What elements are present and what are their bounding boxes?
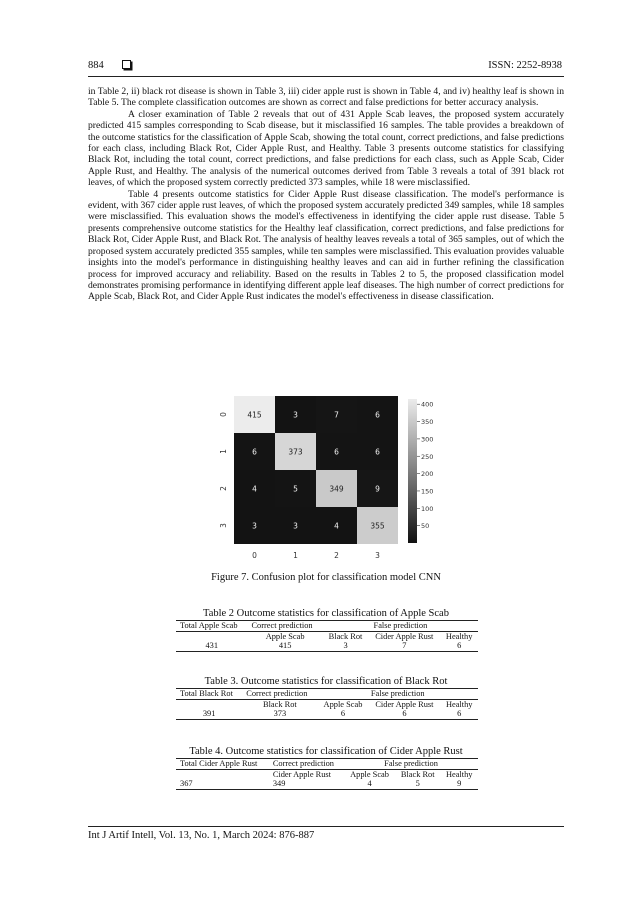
table-subheader-cell: Healthy <box>445 699 473 709</box>
table-2 <box>176 620 478 652</box>
table-subheader-cell: Apple Scab <box>323 699 363 709</box>
y-tick-label: 2 <box>219 486 228 491</box>
colorbar-tick-label: 200 <box>421 470 434 479</box>
table-cell: 431 <box>176 641 247 651</box>
table-row <box>176 779 478 789</box>
colorbar-tick-label: 400 <box>421 400 434 409</box>
paragraph-2: A closer examination of Table 2 reveals that out of 431 Apple Scab leaves, the proposed system accurately predicted 415 samples corresponding to Scab disease, but it misclassified 16 samples. The table provides a breakdown of the outcome statistics for the classification of Apple Scab, showing the total count, correct predictions, and false predictions for each class, including Black Rot, Cider Apple Rust, and Healthy. Table 3 presents outcome statistics for classifying Black Rot, including the total count, correct predictions, and false predictions for each class, such as Apple Scab, Cider Apple Rust, and Healthy. The analysis of the numerical outcomes derived from Table 3 reveals a total of 391 black rot leaves, of which the proposed system correctly predicted 373 samples, while 18 were misclassified. <box>88 108 564 189</box>
heatmap-cell-label: 355 <box>370 521 385 531</box>
colorbar-tick-label: 50 <box>421 522 430 531</box>
colorbar <box>408 399 417 543</box>
heatmap-cell-label: 6 <box>252 447 257 457</box>
heatmap-cell-label: 415 <box>247 410 262 420</box>
table-cell: 391 <box>176 709 242 719</box>
page-number-text: 884 <box>88 60 104 71</box>
x-tick-label: 0 <box>252 551 257 560</box>
paragraph-3: Table 4 presents outcome statistics for Cider Apple Rust disease classification. The model's performance is evident, with 367 cider apple rust leaves, of which the proposed system accurately predicted 349 samples, while 18 samples were misclassified. This evaluation shows the model's effectiveness in identifying the cider apple rust disease. Table 5 presents comprehensive outcome statistics for the Healthy leaf classification, correct predictions, and false predictions for Black Rot, Cider Apple Rust, and Black Rot. The analysis of healthy leaves reveals a total of 365 samples, out of which the proposed system accurately predicted 355 samples, while ten samples were misclassified. This evaluation provides valuable insights into the model's performance in distinguishing healthy leaves and can aid in further refining the classification process for improved accuracy and reliability. Based on the results in Tables 2 to 5, the proposed classification model demonstrates promising performance in identifying different apple leaf diseases. The high number of correct predictions for Apple Scab, Black Rot, and Cider Apple Rust indicates the model's effectiveness in disease classification. <box>88 188 564 303</box>
table-header-cell: False prediction <box>323 621 478 632</box>
table-3 <box>176 688 478 720</box>
y-tick-label: 3 <box>219 523 228 528</box>
heatmap-cell-label: 6 <box>334 447 339 457</box>
heatmap-cell-label: 3 <box>293 410 298 420</box>
y-tick-label: 0 <box>219 412 228 417</box>
table-header-cell: Total Apple Scab <box>176 621 247 632</box>
table-subheader-cell: Cider Apple Rust <box>375 631 434 641</box>
table-cell: 5 <box>395 779 440 789</box>
table-cell: 9 <box>440 779 478 789</box>
table-subheader-cell: Black Rot <box>400 769 435 779</box>
heatmap-cell-label: 4 <box>334 521 339 531</box>
table-cell: 3 <box>323 641 368 651</box>
table-3-caption: Table 3. Outcome statistics for classification of Black Rot <box>204 676 448 687</box>
y-tick-label: 1 <box>219 449 228 454</box>
heatmap-cell-label: 7 <box>334 410 339 420</box>
table-header-cell: Correct prediction <box>269 759 344 770</box>
heatmap-cell-label: 6 <box>375 410 380 420</box>
table-cell: 4 <box>344 779 395 789</box>
heatmap-cell-label: 4 <box>252 484 257 494</box>
colorbar-tick-label: 250 <box>421 452 434 461</box>
heatmap-cell-label: 6 <box>375 447 380 457</box>
body-text <box>88 86 564 303</box>
table-header-cell: Total Black Rot <box>176 689 242 700</box>
confusion-matrix-chart <box>210 392 440 562</box>
table-4-caption: Table 4. Outcome statistics for classification of Cider Apple Rust <box>189 746 463 757</box>
table-header-cell: Correct prediction <box>247 621 322 632</box>
table-header-cell: False prediction <box>344 759 478 770</box>
table-cell: 415 <box>247 641 322 651</box>
heatmap-cell-label: 5 <box>293 484 298 494</box>
table-subheader-cell: Cider Apple Rust <box>272 769 331 779</box>
footer-rule <box>88 826 564 827</box>
footer-citation: Int J Artif Intell, Vol. 13, No. 1, March 2024: 876-887 <box>88 830 315 841</box>
colorbar-tick-label: 100 <box>421 504 434 513</box>
journal-issn: ISSN: 2252-8938 <box>488 60 562 71</box>
table-cell: 6 <box>440 641 478 651</box>
figure-caption: Figure 7. Confusion plot for classification model CNN <box>211 572 441 583</box>
table-subheader-cell: Apple Scab <box>350 769 389 779</box>
heatmap-cell-label: 9 <box>375 484 380 494</box>
table-header-cell: Correct prediction <box>242 689 317 700</box>
table-subheader-cell: Black Rot <box>328 631 363 641</box>
table-subheader-cell: Apple Scab <box>265 631 305 641</box>
page-number <box>88 60 131 71</box>
table-cell: 7 <box>368 641 440 651</box>
table-row <box>176 641 478 651</box>
x-tick-label: 3 <box>375 551 380 560</box>
colorbar-tick-label: 350 <box>421 418 434 427</box>
table-cell: 373 <box>242 709 317 719</box>
table-subheader-cell: Healthy <box>445 631 473 641</box>
heatmap-cell-label: 3 <box>293 521 298 531</box>
heatmap-cell-label: 349 <box>329 484 344 494</box>
table-subheader-cell: Cider Apple Rust <box>375 699 434 709</box>
colorbar-tick-label: 150 <box>421 487 434 496</box>
table-header-cell: Total Cider Apple Rust <box>176 759 269 770</box>
heatmap-cell-label: 3 <box>252 521 257 531</box>
checkbox-icon <box>122 60 131 69</box>
table-subheader-cell: Healthy <box>445 769 473 779</box>
table-2-caption: Table 2 Outcome statistics for classification of Apple Scab <box>203 608 449 619</box>
x-tick-label: 1 <box>293 551 298 560</box>
x-tick-label: 2 <box>334 551 339 560</box>
table-header-cell: False prediction <box>318 689 479 700</box>
table-cell: 6 <box>368 709 440 719</box>
table-4 <box>176 758 478 790</box>
table-row <box>176 709 478 719</box>
heatmap-cell-label: 373 <box>288 447 303 457</box>
table-cell: 6 <box>318 709 369 719</box>
header-rule <box>88 76 564 77</box>
table-cell: 367 <box>176 779 269 789</box>
table-cell: 6 <box>440 709 478 719</box>
paragraph-1: in Table 2, ii) black rot disease is shown in Table 3, iii) cider apple rust is shown in Table 4, and iv) healthy leaf is shown in Table 5. The complete classification outcomes are shown as correct and false predictions for better accuracy analysis. <box>88 86 564 109</box>
table-cell: 349 <box>269 779 344 789</box>
colorbar-tick-label: 300 <box>421 435 434 444</box>
table-subheader-cell: Black Rot <box>263 699 297 709</box>
